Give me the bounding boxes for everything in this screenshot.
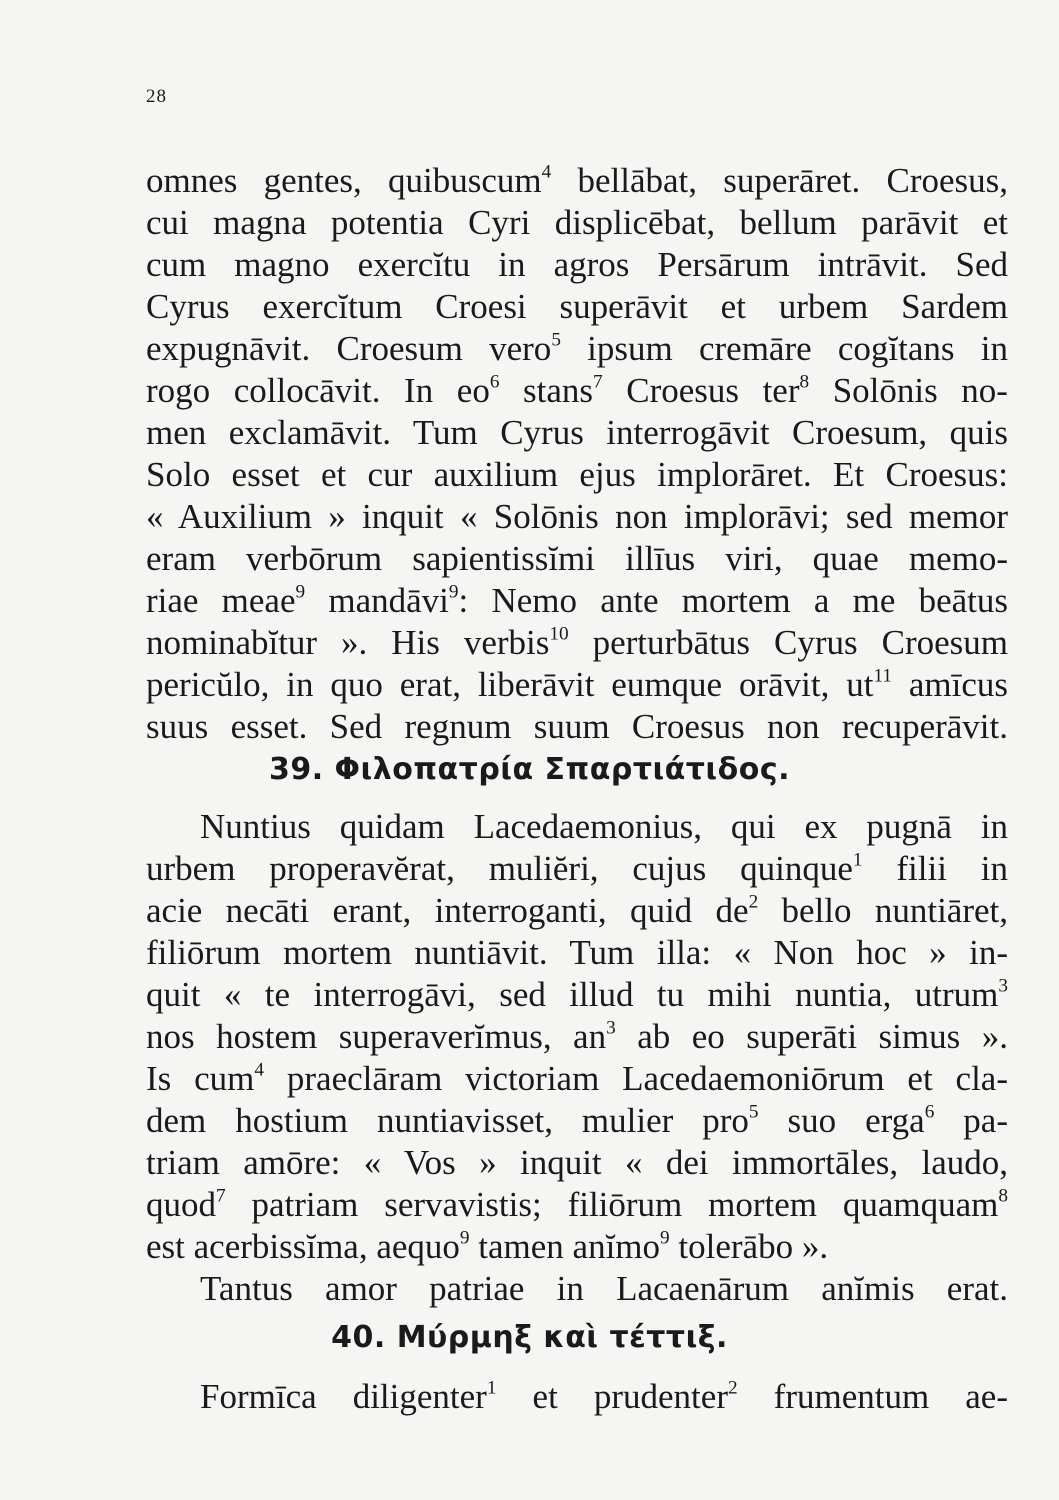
text-line: « Auxilium » inquit « Solōnis non implorāvi; sed memor: [146, 497, 1008, 536]
text-line: Solo esset et cur auxilium ejus implorāret. Et Croesus:: [146, 455, 1008, 494]
text-line: urbem properavĕrat, muliĕri, cujus quinque$^1$ filii in: [146, 849, 1008, 888]
text-line: cum magno exercĭtu in agros Persārum intrāvit. Sed: [146, 245, 1008, 284]
text-line: riae meae$^9$ mandāvi$^9$: Nemo ante mortem a me beātus: [146, 581, 1008, 620]
text-line: Is cum$^4$ praeclāram victoriam Lacedaemoniōrum et cla-: [146, 1059, 1008, 1098]
text-line: eram verbōrum sapientissĭmi illīus viri, quae memo-: [146, 539, 1008, 578]
section-heading-40: 40. Μύρμηξ καὶ τέττιξ.: [331, 1320, 728, 1355]
section-heading-39: 39. Φιλοπατρία Σπαρτιάτιδος.: [268, 752, 791, 787]
text-line: men exclamāvit. Tum Cyrus interrogāvit Croesum, quis: [146, 413, 1008, 452]
text-line: acie necāti erant, interroganti, quid $de^2$ bello nuntiāret,: [146, 891, 1008, 930]
text-line: nos hostem superaverĭmus, $an^3$ ab eo superāti simus ».: [146, 1017, 1008, 1056]
text-line: Cyrus exercĭtum Croesi superāvit et urbem Sardem: [146, 287, 1008, 326]
text-line: omnes gentes, quibuscum$^4$ bellābat, superāret. Croesus,: [146, 161, 1009, 200]
text-line: quod$^7$ patriam servavistis; filiōrum mortem quamquam$^8$: [146, 1185, 1008, 1224]
text-line: Nuntius quidam Lacedaemonius, qui ex pugnā in: [200, 807, 1008, 846]
text-line: nominabĭtur ». His verbis$^{10}$ perturbātus Cyrus Croesum: [146, 623, 1008, 662]
text-line: triam amōre: « Vos » inquit « dei immortāles, laudo,: [146, 1143, 1008, 1182]
text-line: suus esset. Sed regnum suum Croesus non recuperāvit.: [146, 707, 1008, 746]
text-line: filiōrum mortem nuntiāvit. Tum illa: « Non hoc » in-: [146, 933, 1008, 972]
text-line: dem hostium nuntiavisset, mulier pro$^5$ suo erga$^6$ pa-: [146, 1101, 1008, 1140]
text-line: pericŭlo, in quo erat, liberāvit eumque orāvit, $ut^{11}$ amīcus: [146, 665, 1009, 704]
text-line: expugnāvit. Croesum vero$^5$ ipsum cremāre cogĭtans in: [146, 329, 1008, 368]
text-line: est acerbissĭma, aequo$^9$ tamen anĭmo$^9$ tolerābo ».: [146, 1227, 829, 1266]
text-line: Formīca diligenter$^1$ et prudenter$^2$ frumentum ae-: [200, 1377, 1008, 1416]
text-line: quit « te interrogāvi, sed illud tu mihi nuntia, utrum$^3$: [146, 975, 1008, 1014]
text-line: rogo collocāvit. In $eo^6$ stans$^7$ Croesus ter$^8$ Solōnis no-: [146, 371, 1008, 410]
page-number: 28: [146, 86, 167, 107]
text-line: cui magna potentia Cyri displicēbat, bellum parāvit et: [146, 203, 1008, 242]
text-line: Tantus amor patriae in Lacaenārum anĭmis erat.: [200, 1269, 1008, 1308]
